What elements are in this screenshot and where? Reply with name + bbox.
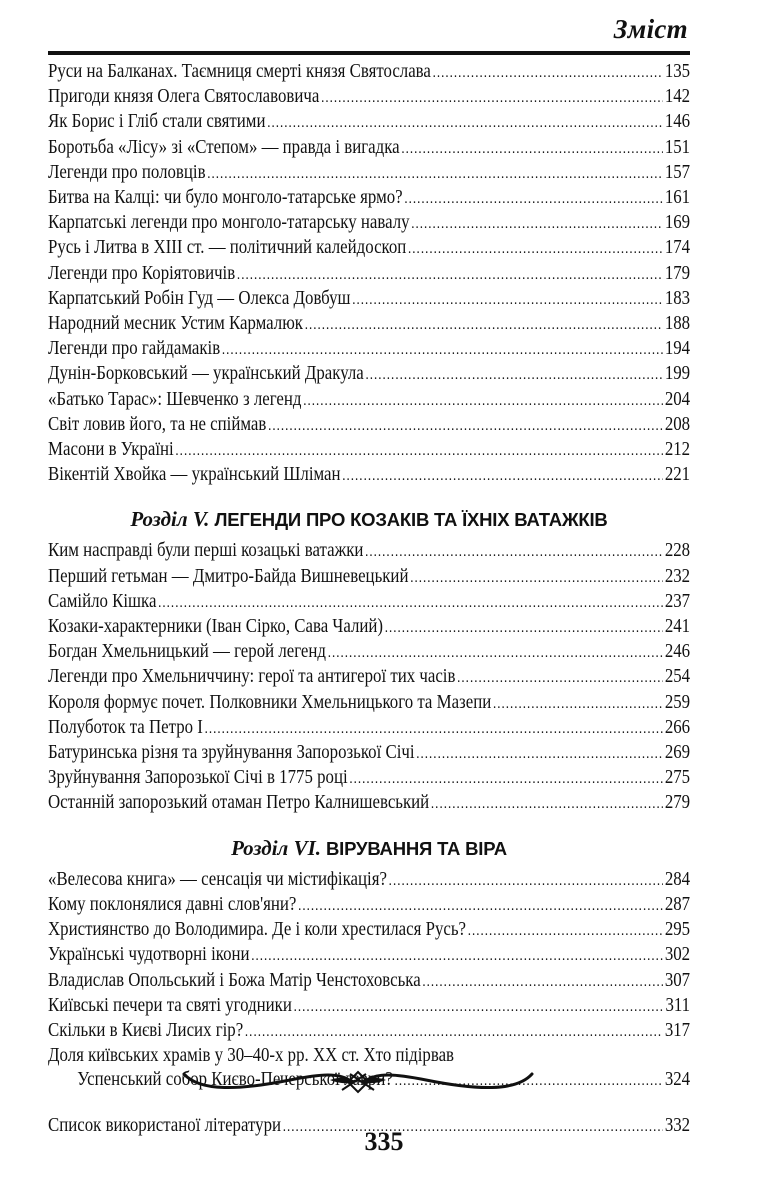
- toc-entry-title: Київські печери та святі угодники: [48, 994, 292, 1016]
- toc-entry[interactable]: [48, 969, 690, 994]
- dot-leader: [158, 591, 663, 615]
- toc-entry-page: 146: [664, 111, 691, 133]
- toc-entry[interactable]: [48, 60, 690, 85]
- toc-entry-page: 302: [664, 944, 691, 966]
- toc-entry-page: 275: [664, 767, 691, 789]
- toc-entry-page: 194: [664, 338, 691, 360]
- toc-entry-page: 284: [664, 868, 691, 890]
- toc-entry-page: 241: [664, 616, 691, 638]
- toc-section-continued: [48, 60, 690, 488]
- toc-entry-title-line1: Доля київських храмів у 30–40-х рр. XX ст. Хто підірвав: [48, 1045, 455, 1067]
- toc-entry[interactable]: [48, 791, 690, 816]
- dot-leader: [404, 187, 663, 211]
- toc-entry[interactable]: [48, 943, 690, 968]
- section-heading-6: [48, 835, 690, 862]
- dot-leader: [321, 86, 663, 110]
- toc-entry-page: 188: [664, 313, 691, 335]
- toc-entry-title: Масони в Україні: [48, 439, 174, 461]
- toc-entry[interactable]: [48, 388, 690, 413]
- toc-entry-page: 199: [664, 363, 691, 385]
- toc-section-5: [48, 539, 690, 816]
- toc-entry[interactable]: [48, 615, 690, 640]
- section-name: ЛЕГЕНДИ ПРО КОЗАКІВ ТА ЇХНІХ ВАТАЖКІВ: [214, 509, 608, 531]
- dot-leader: [268, 414, 663, 438]
- dot-leader: [294, 995, 664, 1019]
- toc-entry[interactable]: [48, 413, 690, 438]
- toc-entry[interactable]: [48, 110, 690, 135]
- toc-entry-title: Останній запорозький отаман Петро Калнишевський: [48, 792, 430, 814]
- toc-entry-page: 332: [664, 1114, 691, 1136]
- section-heading-5: [48, 506, 690, 533]
- toc-entry[interactable]: [48, 665, 690, 690]
- table-of-contents: [48, 60, 690, 1139]
- toc-entry-title: Християнство до Володимира. Де і коли хрестилася Русь?: [48, 919, 467, 941]
- dot-leader: [410, 566, 663, 590]
- toc-entry-page: 259: [664, 691, 691, 713]
- toc-entry-page: 232: [664, 565, 691, 587]
- toc-entry[interactable]: [48, 161, 690, 186]
- toc-entry-title: Батуринська різня та зруйнування Запорозької Січі: [48, 742, 415, 764]
- toc-entry-title: Козаки-характерники (Іван Сірко, Сава Чалий): [48, 616, 384, 638]
- toc-entry-title: Як Борис і Гліб стали святими: [48, 111, 266, 133]
- toc-entry-page: 324: [664, 1069, 691, 1091]
- dot-leader: [416, 742, 663, 766]
- toc-entry-title: Світ ловив його, та не спіймав: [48, 413, 267, 435]
- dot-leader: [422, 970, 663, 994]
- toc-entry-title: Полуботок та Петро I: [48, 716, 203, 738]
- toc-entry-page: 254: [664, 666, 691, 688]
- toc-entry-title: Скільки в Києві Лисих гір?: [48, 1019, 244, 1041]
- toc-entry-title-line2: Успенський собор Києво-Печерської лаври?: [77, 1069, 393, 1091]
- dot-leader: [493, 692, 663, 716]
- dot-leader: [349, 767, 663, 791]
- flourish-divider-icon: [180, 1062, 536, 1102]
- toc-entry-page: 307: [664, 969, 691, 991]
- toc-entry[interactable]: [48, 691, 690, 716]
- toc-entry-page: 295: [664, 919, 691, 941]
- toc-entry-title: Владислав Опольський і Божа Матір Ченстоховська: [48, 969, 421, 991]
- dot-leader: [389, 869, 663, 893]
- toc-entry[interactable]: [48, 186, 690, 211]
- toc-entry[interactable]: [48, 918, 690, 943]
- toc-entry-page: 204: [664, 388, 691, 410]
- toc-entry-title: Українські чудотворні ікони: [48, 944, 250, 966]
- toc-entry-title: Народний месник Устим Кармалюк: [48, 313, 304, 335]
- toc-entry[interactable]: [48, 211, 690, 236]
- toc-entry-title: Руси на Балканах. Таємниця смерті князя Святослава: [48, 61, 431, 82]
- toc-entry-title: Дунін-Борковський — український Дракула: [48, 363, 364, 385]
- toc-entry-page: 317: [664, 1019, 691, 1041]
- dot-leader: [237, 263, 663, 287]
- toc-entry-page: 179: [664, 262, 691, 284]
- toc-entry-page: 151: [664, 136, 691, 158]
- dot-leader: [385, 616, 663, 640]
- dot-leader: [303, 389, 663, 413]
- dot-leader: [411, 212, 663, 236]
- toc-entry-title: Легенди про половців: [48, 161, 206, 183]
- toc-section-6: [48, 868, 690, 1044]
- toc-entry-page: 161: [664, 187, 691, 209]
- dot-leader: [267, 111, 663, 135]
- toc-entry[interactable]: [48, 136, 690, 161]
- toc-entry-title: Вікентій Хвойка — український Шліман: [48, 464, 341, 486]
- dot-leader: [222, 338, 663, 362]
- dot-leader: [205, 717, 664, 741]
- dot-leader: [352, 288, 663, 312]
- toc-entry-page: 221: [664, 464, 691, 486]
- dot-leader: [342, 464, 663, 488]
- dot-leader: [328, 641, 663, 665]
- toc-entry-page: 183: [664, 287, 691, 309]
- toc-entry-title: Легенди про Коріятовичів: [48, 262, 236, 284]
- toc-entry[interactable]: [48, 640, 690, 665]
- toc-entry-page: 157: [664, 161, 691, 183]
- toc-entry-title: Пригоди князя Олега Святославовича: [48, 86, 320, 108]
- toc-entry-title: Битва на Калці: чи було монголо-татарське ярмо?: [48, 187, 403, 209]
- toc-entry[interactable]: [48, 438, 690, 463]
- toc-entry-page: 287: [664, 893, 691, 915]
- toc-entry-title: Легенди про Хмельниччину: герої та антигерої тих часів: [48, 666, 456, 688]
- running-header-title: Зміст: [613, 14, 688, 44]
- page-number: 335: [364, 1127, 404, 1156]
- toc-entry[interactable]: [48, 337, 690, 362]
- toc-entry[interactable]: [48, 590, 690, 615]
- dot-leader: [207, 162, 663, 186]
- dot-leader: [457, 666, 663, 690]
- toc-entry-page: 174: [664, 237, 691, 259]
- header-rule: [48, 51, 690, 55]
- toc-entry-page: 169: [664, 212, 691, 234]
- dot-leader: [433, 61, 663, 85]
- toc-entry[interactable]: [48, 994, 690, 1019]
- toc-entry-page: 228: [664, 540, 691, 562]
- toc-entry[interactable]: [48, 287, 690, 312]
- toc-entry[interactable]: [48, 565, 690, 590]
- toc-entry-page: 269: [664, 742, 691, 764]
- toc-entry-title: Перший гетьман — Дмитро-Байда Вишневецький: [48, 565, 409, 587]
- toc-entry-page: 266: [664, 716, 691, 738]
- toc-entry-title: Короля формує почет. Полковники Хмельницького та Мазепи: [48, 691, 492, 713]
- dot-leader: [245, 1020, 663, 1044]
- toc-entry-title: Богдан Хмельницький — герой легенд: [48, 641, 326, 663]
- dot-leader: [175, 439, 663, 463]
- toc-entry-title: Боротьба «Лісу» зі «Степом» — правда і вигадка: [48, 136, 400, 158]
- toc-entry[interactable]: [48, 312, 690, 337]
- toc-entry-title: Ким насправді були перші козацькі ватажки: [48, 540, 364, 562]
- dot-leader: [366, 363, 664, 387]
- dot-leader: [251, 944, 663, 968]
- dot-leader: [401, 137, 663, 161]
- toc-entry[interactable]: [48, 362, 690, 387]
- toc-entry[interactable]: [48, 463, 690, 488]
- toc-entry-page: 135: [664, 61, 691, 82]
- toc-entry-page: 279: [664, 792, 691, 814]
- dot-leader: [298, 894, 663, 918]
- section-prefix: Розділ V.: [130, 507, 210, 532]
- toc-entry-title: Карпатські легенди про монголо-татарську навалу: [48, 212, 410, 234]
- dot-leader: [365, 540, 663, 564]
- section-name: ВІРУВАННЯ ТА ВІРА: [326, 837, 507, 859]
- toc-entry[interactable]: [48, 236, 690, 261]
- toc-entry-page: 237: [664, 590, 691, 612]
- toc-entry-title: «Велесова книга» — сенсація чи містифікація?: [48, 868, 387, 890]
- toc-entry[interactable]: [48, 1019, 690, 1044]
- toc-entry-page: 246: [664, 641, 691, 663]
- toc-entry-page: 208: [664, 413, 691, 435]
- toc-entry[interactable]: [48, 539, 690, 564]
- toc-entry-page: 212: [664, 439, 691, 461]
- toc-entry[interactable]: [48, 868, 690, 893]
- toc-entry-title: «Батько Тарас»: Шевченко з легенд: [48, 388, 302, 410]
- toc-entry[interactable]: [48, 893, 690, 918]
- toc-entry[interactable]: [48, 716, 690, 741]
- dot-leader: [305, 313, 663, 337]
- toc-entry[interactable]: [48, 766, 690, 791]
- toc-entry-page: 142: [664, 86, 691, 108]
- toc-entry-title: Список використаної літератури: [48, 1114, 282, 1136]
- dot-leader: [431, 792, 663, 816]
- dot-leader: [468, 919, 663, 943]
- toc-entry[interactable]: [48, 741, 690, 766]
- toc-entry-page: 311: [665, 994, 691, 1016]
- toc-entry-title: Зруйнування Запорозької Січі в 1775 році: [48, 767, 348, 789]
- toc-entry-title: Легенди про гайдамаків: [48, 338, 221, 360]
- section-prefix: Розділ VI.: [231, 835, 322, 860]
- toc-entry[interactable]: [48, 85, 690, 110]
- dot-leader: [408, 237, 663, 261]
- toc-entry-title: Кому поклонялися давні слов'яни?: [48, 893, 297, 915]
- toc-entry[interactable]: [48, 262, 690, 287]
- toc-entry-title: Карпатський Робін Гуд — Олекса Довбуш: [48, 287, 351, 309]
- toc-entry-title: Русь і Литва в XIII ст. — політичний калейдоскоп: [48, 237, 407, 259]
- toc-entry-title: Самійло Кішка: [48, 590, 157, 612]
